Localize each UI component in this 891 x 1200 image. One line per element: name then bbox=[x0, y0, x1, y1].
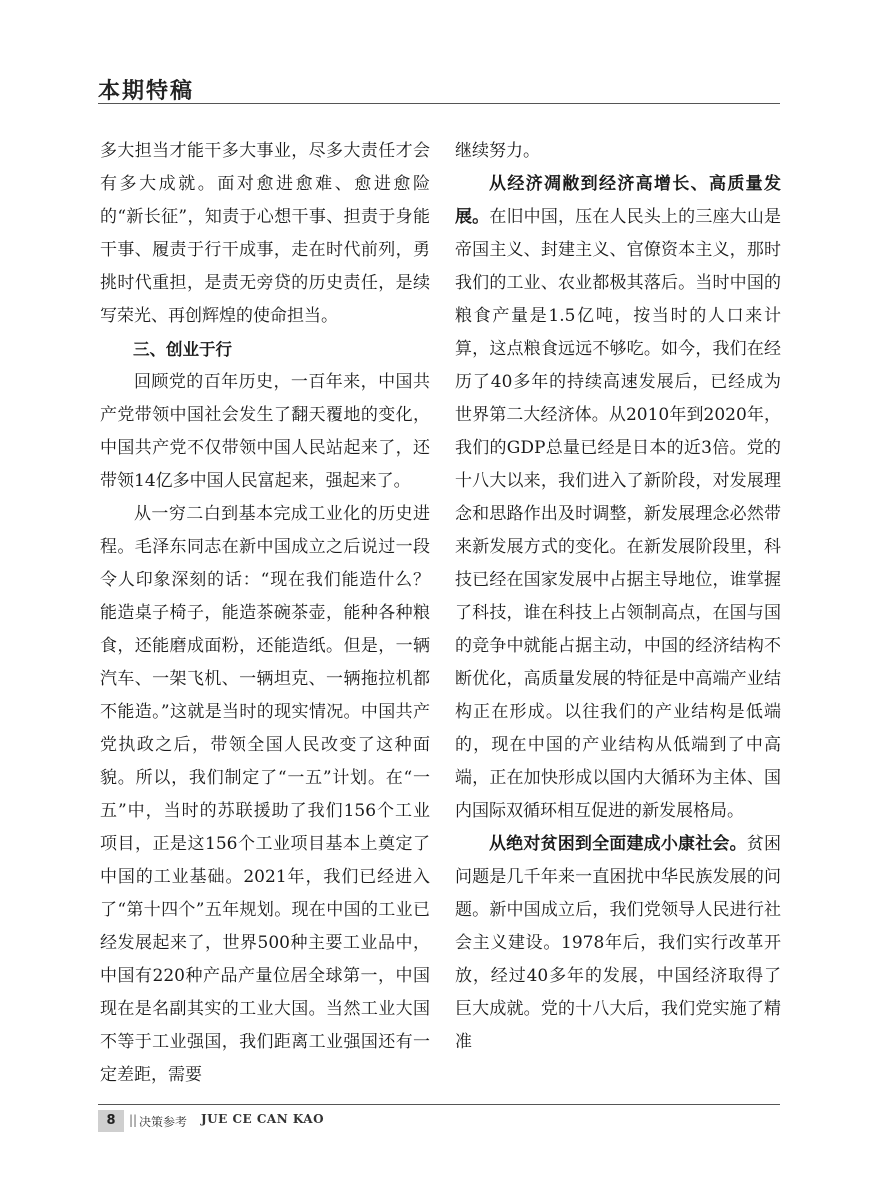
right-column bbox=[455, 135, 781, 1059]
journal-name-latin: JUE CE CAN KAO bbox=[201, 1112, 325, 1126]
paragraph-body: 贫困问题是几千年来一直困扰中华民族发展的问题。新中国成立后，我们党领导人民进行社会主义建设。1978年后，我们实行改革开放，经过40多年的发展，中国经济取得了巨大成就。党的十八大后，我们党实施了精准 bbox=[455, 834, 781, 1052]
paragraph bbox=[455, 168, 781, 828]
journal-name: 决策参考 bbox=[139, 1115, 188, 1129]
paragraph: 回顾党的百年历史，一百年来，中国共产党带领中国社会发生了翻天覆地的变化，中国共产党不仅带领中国人民站起来了，还带领14亿多中国人民富起来，强起来了。 bbox=[100, 372, 430, 491]
page-number: 8 bbox=[106, 1113, 116, 1128]
page-footer bbox=[98, 1104, 780, 1134]
paragraph: 多大担当才能干多大事业，尽多大责任才会有多大成就。面对愈进愈难、愈进愈险的“新长征”，知责于心想干事、担责于身能干事、履责于行干成事，走在时代前列，勇挑时代重担，是责无旁贷的历史责任，是续写荣光、再创辉煌的使命担当。 bbox=[100, 141, 430, 326]
page-header bbox=[98, 72, 780, 106]
section-title: 本期特稿 bbox=[98, 79, 195, 104]
paragraph-lead: 从经济凋敝到经济高增长、高质量发展。 bbox=[455, 174, 781, 227]
paragraph: 继续努力。 bbox=[455, 141, 540, 161]
paragraph-lead: 从绝对贫困到全面建成小康社会。 bbox=[489, 834, 747, 854]
footer-separator: || bbox=[129, 1113, 138, 1127]
footer-rule bbox=[98, 1104, 780, 1105]
section-subheading: 三、创业于行 bbox=[133, 340, 232, 359]
paragraph-body: 在旧中国，压在人民头上的三座大山是帝国主义、封建主义、官僚资本主义，那时我们的工业、农业都极其落后。当时中国的粮食产量是1.5亿吨，按当时的人口来计算，这点粮食远远不够吃。如今，我们在经历了40多年的持续高速发展后，已经成为世界第二大经济体。从2010年到2020年，我们的GDP总量已经是日本的近3倍。党的十八大以来，我们进入了新阶段，对发展理念和思路作出及时调整，新发展理念必然带来新发展方式的变化。在新发展阶段里，科技已经在国家发展中占据主导地位，谁掌握了科技，谁在科技上占领制高点，在国与国的竞争中就能占据主动，中国的经济结构不断优化，高质量发展的特征是中高端产业结构正在形成。以往我们的产业结构是低端的，现在中国的产业结构从低端到了中高端，正在加快形成以国内大循环为主体、国内国际双循环相互促进的新发展格局。 bbox=[455, 207, 782, 821]
paragraph: 从一穷二白到基本完成工业化的历史进程。毛泽东同志在新中国成立之后说过一段令人印象深刻的话：“现在我们能造什么？能造桌子椅子，能造茶碗茶壶，能种各种粮食，还能磨成面粉，还能造纸。但是，一辆汽车、一架飞机、一辆坦克、一辆拖拉机都不能造。”这就是当时的现实情况。中国共产党执政之后，带领全国人民改变了这种面貌。所以，我们制定了“一五”计划。在“一五”中，当时的苏联援助了我们156个工业项目，正是这156个工业项目基本上奠定了中国的工业基础。2021年，我们已经进入了“第十四个”五年规划。现在中国的工业已经发展起来了，世界500种主要工业品中，中国有220种产品产量位居全球第一，中国现在是名副其实的工业大国。当然工业大国不等于工业强国，我们距离工业强国还有一定差距，需要 bbox=[100, 504, 430, 1085]
header-rule bbox=[98, 103, 780, 104]
page-number-badge bbox=[98, 1110, 124, 1132]
paragraph bbox=[455, 828, 781, 1059]
left-column bbox=[100, 135, 430, 1092]
